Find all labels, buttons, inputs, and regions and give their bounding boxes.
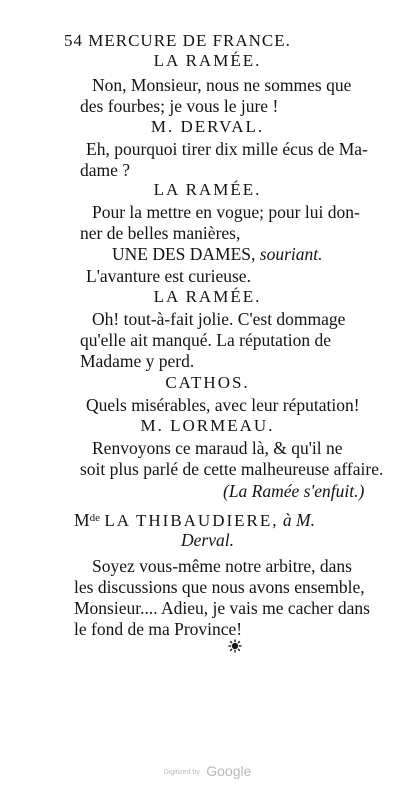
dialogue-line: qu'elle ait manqué. La réputation de	[80, 330, 331, 350]
dialogue-line: ner de belles manières,	[80, 223, 241, 243]
dialogue-line: le fond de ma Province!	[74, 619, 243, 639]
speaker-une-des-dames	[112, 244, 323, 264]
stage-direction: souriant.	[259, 244, 323, 264]
speaker-lormeau: M. LORMEAU.	[140, 416, 275, 435]
running-header	[64, 31, 291, 51]
speaker-la-thibaudiere	[74, 508, 315, 531]
dialogue-line: Madame y perd.	[80, 351, 195, 371]
running-title: MERCURE DE FRANCE.	[88, 31, 291, 50]
dialogue-line: Non, Monsieur, nous ne sommes que	[92, 75, 352, 95]
speaker-cathos: CATHOS.	[165, 373, 250, 392]
speaker-la-ramee: LA RAMÉE.	[153, 180, 262, 199]
dialogue-line: des fourbes; je vous le jure !	[80, 96, 279, 116]
fleuron-icon	[228, 639, 242, 653]
dialogue-line: Eh, pourquoi tirer dix mille écus de Ma-	[86, 139, 368, 159]
dialogue-line: les discussions que nous avons ensemble,	[74, 577, 365, 597]
dialogue-line: soit plus parlé de cette malheureuse affaire.	[80, 459, 384, 479]
dialogue-line: dame ?	[80, 160, 131, 180]
dialogue-line: Monsieur.... Adieu, je vais me cacher dans	[74, 598, 370, 618]
dialogue-line: Soyez vous-même notre arbitre, dans	[92, 556, 352, 576]
speaker-name: UNE DES DAMES,	[112, 244, 256, 264]
dialogue-line: L'avanture est curieuse.	[86, 266, 251, 286]
title-m: M	[74, 510, 90, 530]
watermark-brand: Google	[206, 763, 252, 779]
dialogue-line: Renvoyons ce maraud là, & qu'il ne	[92, 438, 343, 458]
speaker-la-ramee: LA RAMÉE.	[153, 287, 262, 306]
digitization-watermark	[0, 763, 415, 781]
speaker-derval: M. DERVAL.	[150, 117, 265, 136]
watermark-prefix: Digitized by	[163, 769, 200, 776]
dialogue-line: Pour la mettre en vogue; pour lui don-	[92, 202, 360, 222]
speaker-name: LA THIBAUDIERE,	[104, 511, 279, 530]
stage-direction: (La Ramée s'enfuit.)	[223, 481, 365, 501]
page-number: 54	[64, 31, 83, 50]
addressee: à M.	[282, 510, 315, 530]
title-de: de	[89, 512, 100, 524]
dialogue-line: Oh! tout-à-fait jolie. C'est dommage	[92, 309, 346, 329]
dialogue-line: Quels misérables, avec leur réputation!	[86, 395, 360, 415]
speaker-la-ramee: LA RAMÉE.	[153, 51, 262, 70]
addressee-name: Derval.	[181, 530, 234, 550]
